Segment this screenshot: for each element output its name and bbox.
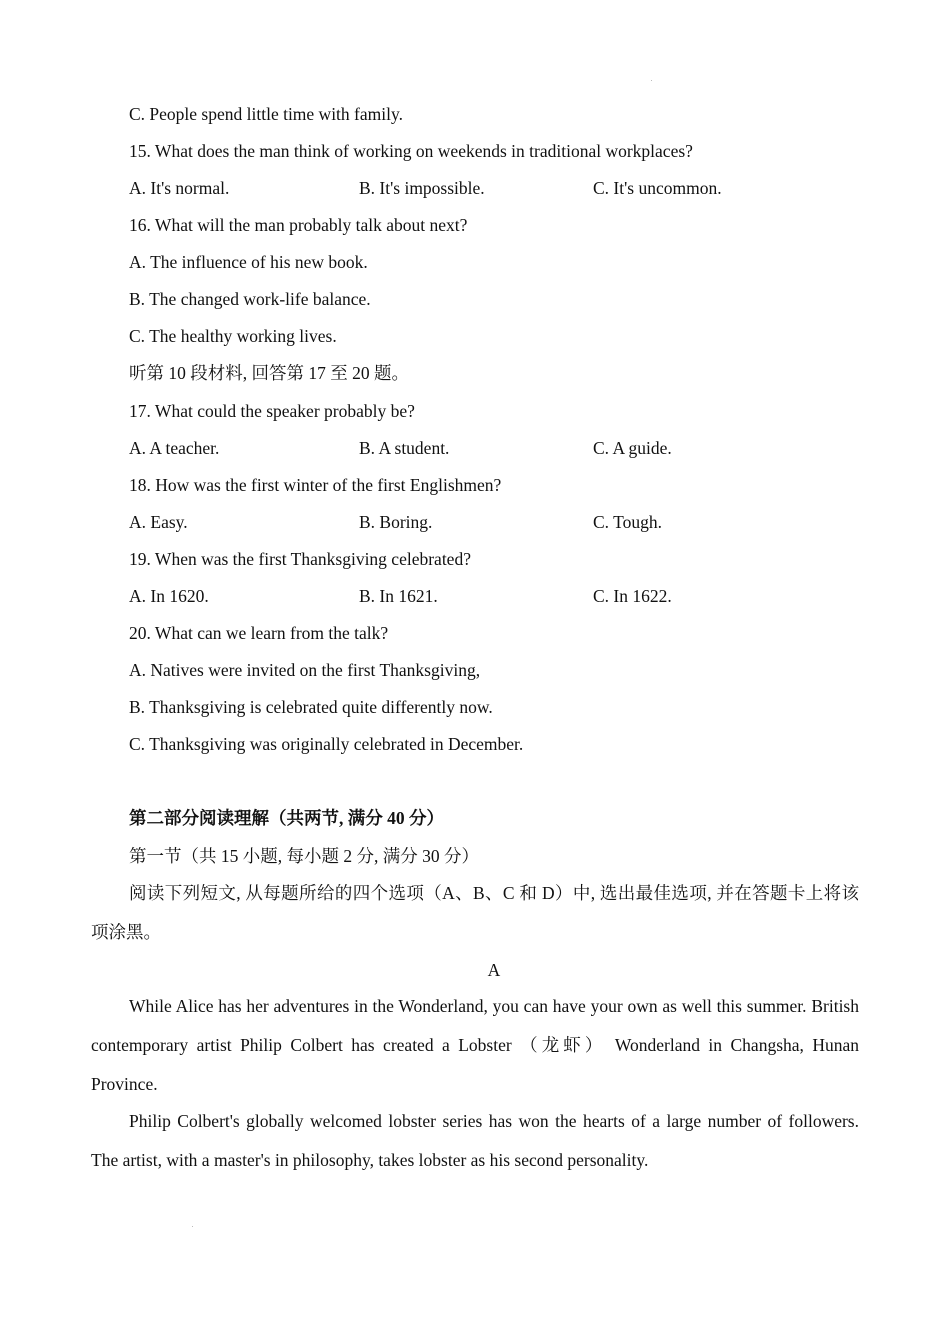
q20-option-b: B. Thanksgiving is celebrated quite differently now. <box>129 697 493 717</box>
q14-option-c: C. People spend little time with family. <box>129 104 403 124</box>
scan-speck <box>651 80 652 81</box>
section10-instruction: 听第 10 段材料, 回答第 17 至 20 题。 <box>129 363 409 383</box>
q15-option-a: A. It's normal. <box>129 178 230 198</box>
q16-option-b: B. The changed work-life balance. <box>129 289 371 309</box>
q15-option-c: C. It's uncommon. <box>593 178 722 198</box>
q19-question: 19. When was the first Thanksgiving celebrated? <box>129 549 471 569</box>
q15-question: 15. What does the man think of working on weekends in traditional workplaces? <box>129 141 693 161</box>
q19-option-c: C. In 1622. <box>593 586 672 606</box>
q15-option-b: B. It's impossible. <box>359 178 485 198</box>
passage-paragraph-2: Philip Colbert's globally welcomed lobster series has won the hearts of a large number of followers. The artist, with a master's in philosophy, takes lobster as his second personality. <box>91 1111 859 1170</box>
passage-paragraph-1: While Alice has her adventures in the Wonderland, you can have your own as well this summer. British contemporary artist Philip Colbert has created a Lobster （龙虾） Wonderland in Changsha, Hunan Province. <box>91 996 859 1094</box>
q17-option-c: C. A guide. <box>593 438 672 458</box>
q18-option-b: B. Boring. <box>359 512 433 532</box>
q17-option-b: B. A student. <box>359 438 450 458</box>
reading-part-title: 第二部分阅读理解（共两节, 满分 40 分） <box>129 808 444 828</box>
q20-option-c: C. Thanksgiving was originally celebrated in December. <box>129 734 524 754</box>
q18-option-c: C. Tough. <box>593 512 662 532</box>
passage-label: A <box>487 960 501 980</box>
q19-option-a: A. In 1620. <box>129 586 209 606</box>
q18-option-a: A. Easy. <box>129 512 188 532</box>
q19-option-b: B. In 1621. <box>359 586 438 606</box>
reading-section-title: 第一节（共 15 小题, 每小题 2 分, 满分 30 分） <box>129 846 479 866</box>
q20-option-a: A. Natives were invited on the first Thanksgiving, <box>129 660 481 680</box>
scan-speck <box>192 1226 193 1227</box>
q16-option-a: A. The influence of his new book. <box>129 252 368 272</box>
q20-question: 20. What can we learn from the talk? <box>129 623 389 643</box>
reading-instruction: 阅读下列短文, 从每题所给的四个选项（A、B、C 和 D）中, 选出最佳选项, 并在答题卡上将该项涂黑。 <box>91 883 859 942</box>
q16-question: 16. What will the man probably talk about next? <box>129 215 468 235</box>
q16-option-c: C. The healthy working lives. <box>129 326 337 346</box>
q18-question: 18. How was the first winter of the first Englishmen? <box>129 475 502 495</box>
q17-question: 17. What could the speaker probably be? <box>129 401 415 421</box>
q17-option-a: A. A teacher. <box>129 438 220 458</box>
